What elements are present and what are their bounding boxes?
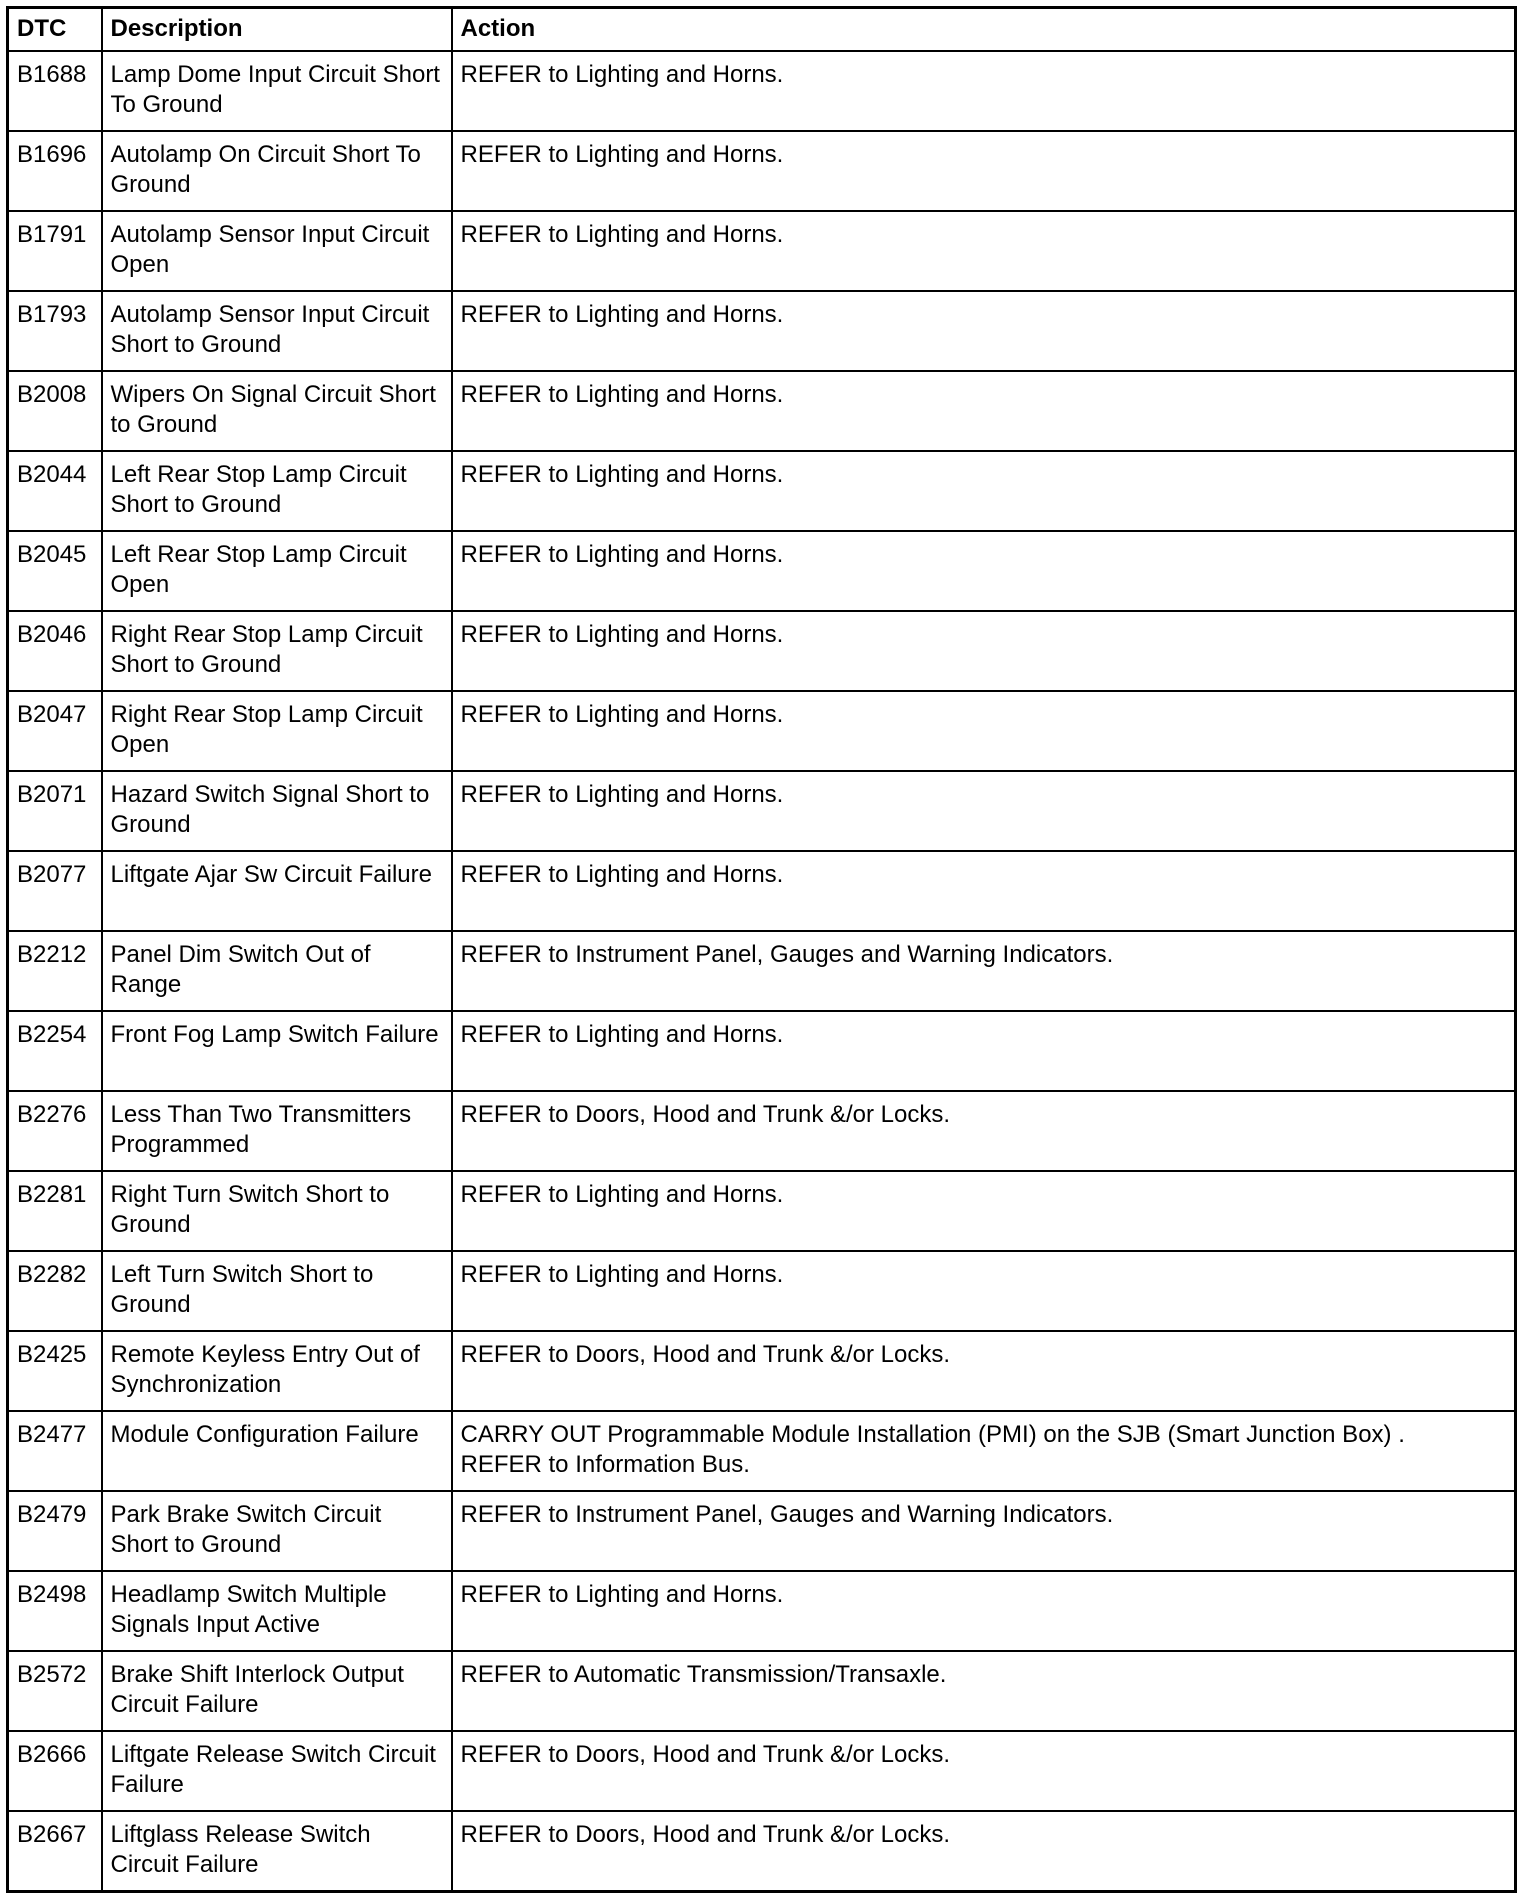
dtc-action bbox=[452, 1731, 1516, 1811]
dtc-description: Liftgate Ajar Sw Circuit Failure bbox=[102, 851, 452, 931]
dtc-description: Left Turn Switch Short to Ground bbox=[102, 1251, 452, 1331]
table-row bbox=[8, 1811, 1516, 1892]
table-row bbox=[8, 1411, 1516, 1491]
action-line: REFER to Instrument Panel, Gauges and Warning Indicators. bbox=[460, 941, 1114, 968]
table-row bbox=[8, 1491, 1516, 1571]
dtc-action bbox=[452, 211, 1516, 291]
action-line: REFER to Doors, Hood and Trunk &/or Locks. bbox=[460, 1741, 951, 1768]
dtc-action bbox=[452, 1011, 1516, 1091]
dtc-description: Liftglass Release Switch Circuit Failure bbox=[102, 1811, 452, 1892]
dtc-description: Autolamp On Circuit Short To Ground bbox=[102, 131, 452, 211]
dtc-action bbox=[452, 1251, 1516, 1331]
table-row bbox=[8, 1091, 1516, 1171]
dtc-description: Remote Keyless Entry Out of Synchronization bbox=[102, 1331, 452, 1411]
dtc-action bbox=[452, 1411, 1516, 1491]
table-row bbox=[8, 1011, 1516, 1091]
dtc-description: Lamp Dome Input Circuit Short To Ground bbox=[102, 51, 452, 131]
dtc-code: B2572 bbox=[8, 1651, 102, 1731]
table-row bbox=[8, 51, 1516, 131]
dtc-action bbox=[452, 1811, 1516, 1892]
dtc-code: B2477 bbox=[8, 1411, 102, 1491]
table-row bbox=[8, 771, 1516, 851]
action-line: REFER to Lighting and Horns. bbox=[460, 461, 784, 488]
dtc-action bbox=[452, 131, 1516, 211]
table-header bbox=[8, 8, 1516, 52]
table-row bbox=[8, 1571, 1516, 1651]
dtc-description: Autolamp Sensor Input Circuit Short to Ground bbox=[102, 291, 452, 371]
dtc-code: B2282 bbox=[8, 1251, 102, 1331]
dtc-action bbox=[452, 531, 1516, 611]
dtc-table bbox=[6, 6, 1517, 1893]
table-row bbox=[8, 851, 1516, 931]
dtc-action bbox=[452, 291, 1516, 371]
dtc-code: B2276 bbox=[8, 1091, 102, 1171]
dtc-description: Liftgate Release Switch Circuit Failure bbox=[102, 1731, 452, 1811]
table-body bbox=[8, 51, 1516, 1892]
dtc-code: B2425 bbox=[8, 1331, 102, 1411]
dtc-code: B1791 bbox=[8, 211, 102, 291]
header-row bbox=[8, 8, 1516, 52]
action-line: REFER to Instrument Panel, Gauges and Warning Indicators. bbox=[460, 1501, 1114, 1528]
action-line: REFER to Doors, Hood and Trunk &/or Locks. bbox=[460, 1341, 951, 1368]
dtc-code: B2044 bbox=[8, 451, 102, 531]
dtc-description: Headlamp Switch Multiple Signals Input Active bbox=[102, 1571, 452, 1651]
action-line: CARRY OUT Programmable Module Installation (PMI) on the SJB (Smart Junction Box) . bbox=[460, 1421, 1405, 1448]
dtc-action bbox=[452, 51, 1516, 131]
dtc-action bbox=[452, 1571, 1516, 1651]
dtc-code: B2047 bbox=[8, 691, 102, 771]
dtc-code: B2666 bbox=[8, 1731, 102, 1811]
action-line: REFER to Doors, Hood and Trunk &/or Locks. bbox=[460, 1101, 951, 1128]
table-row bbox=[8, 291, 1516, 371]
dtc-code: B1688 bbox=[8, 51, 102, 131]
dtc-description: Panel Dim Switch Out of Range bbox=[102, 931, 452, 1011]
table-row bbox=[8, 1171, 1516, 1251]
action-line: REFER to Automatic Transmission/Transaxle. bbox=[460, 1661, 947, 1688]
table-row bbox=[8, 371, 1516, 451]
dtc-description: Brake Shift Interlock Output Circuit Failure bbox=[102, 1651, 452, 1731]
dtc-description: Right Rear Stop Lamp Circuit Short to Ground bbox=[102, 611, 452, 691]
dtc-code: B2667 bbox=[8, 1811, 102, 1892]
dtc-action bbox=[452, 371, 1516, 451]
action-line: REFER to Lighting and Horns. bbox=[460, 221, 784, 248]
dtc-action bbox=[452, 1091, 1516, 1171]
dtc-description: Left Rear Stop Lamp Circuit Open bbox=[102, 531, 452, 611]
table-row bbox=[8, 1251, 1516, 1331]
action-line: REFER to Lighting and Horns. bbox=[460, 301, 784, 328]
dtc-code: B2281 bbox=[8, 1171, 102, 1251]
header-action: Action bbox=[452, 8, 1516, 52]
table-row bbox=[8, 931, 1516, 1011]
action-line: REFER to Lighting and Horns. bbox=[460, 541, 784, 568]
dtc-code: B1793 bbox=[8, 291, 102, 371]
action-line: REFER to Lighting and Horns. bbox=[460, 1581, 784, 1608]
dtc-action bbox=[452, 451, 1516, 531]
dtc-code: B2212 bbox=[8, 931, 102, 1011]
table-row bbox=[8, 691, 1516, 771]
header-dtc: DTC bbox=[8, 8, 102, 52]
dtc-code: B2479 bbox=[8, 1491, 102, 1571]
dtc-action bbox=[452, 851, 1516, 931]
action-line: REFER to Lighting and Horns. bbox=[460, 621, 784, 648]
dtc-description: Hazard Switch Signal Short to Ground bbox=[102, 771, 452, 851]
dtc-code: B2254 bbox=[8, 1011, 102, 1091]
dtc-description: Less Than Two Transmitters Programmed bbox=[102, 1091, 452, 1171]
dtc-code: B2498 bbox=[8, 1571, 102, 1651]
dtc-action bbox=[452, 611, 1516, 691]
table-row bbox=[8, 531, 1516, 611]
action-line: REFER to Lighting and Horns. bbox=[460, 701, 784, 728]
table-row bbox=[8, 131, 1516, 211]
action-line: REFER to Lighting and Horns. bbox=[460, 1261, 784, 1288]
table-row bbox=[8, 1331, 1516, 1411]
action-line: REFER to Lighting and Horns. bbox=[460, 381, 784, 408]
table-row bbox=[8, 211, 1516, 291]
table-row bbox=[8, 451, 1516, 531]
dtc-action bbox=[452, 1491, 1516, 1571]
table-row bbox=[8, 611, 1516, 691]
dtc-code: B2071 bbox=[8, 771, 102, 851]
dtc-code: B2008 bbox=[8, 371, 102, 451]
table-row bbox=[8, 1651, 1516, 1731]
action-line: REFER to Doors, Hood and Trunk &/or Locks. bbox=[460, 1821, 951, 1848]
action-line: REFER to Lighting and Horns. bbox=[460, 1021, 784, 1048]
dtc-description: Right Turn Switch Short to Ground bbox=[102, 1171, 452, 1251]
dtc-action bbox=[452, 1171, 1516, 1251]
dtc-action bbox=[452, 771, 1516, 851]
dtc-code: B1696 bbox=[8, 131, 102, 211]
action-line: REFER to Information Bus. bbox=[460, 1451, 750, 1478]
action-line: REFER to Lighting and Horns. bbox=[460, 61, 784, 88]
dtc-action bbox=[452, 1331, 1516, 1411]
dtc-code: B2045 bbox=[8, 531, 102, 611]
dtc-description: Park Brake Switch Circuit Short to Ground bbox=[102, 1491, 452, 1571]
dtc-description: Wipers On Signal Circuit Short to Ground bbox=[102, 371, 452, 451]
dtc-code: B2046 bbox=[8, 611, 102, 691]
dtc-description: Right Rear Stop Lamp Circuit Open bbox=[102, 691, 452, 771]
header-description: Description bbox=[102, 8, 452, 52]
action-line: REFER to Lighting and Horns. bbox=[460, 141, 784, 168]
dtc-description: Left Rear Stop Lamp Circuit Short to Ground bbox=[102, 451, 452, 531]
dtc-description: Module Configuration Failure bbox=[102, 1411, 452, 1491]
dtc-code: B2077 bbox=[8, 851, 102, 931]
dtc-action bbox=[452, 1651, 1516, 1731]
dtc-action bbox=[452, 691, 1516, 771]
table-row bbox=[8, 1731, 1516, 1811]
action-line: REFER to Lighting and Horns. bbox=[460, 861, 784, 888]
dtc-description: Front Fog Lamp Switch Failure bbox=[102, 1011, 452, 1091]
dtc-description: Autolamp Sensor Input Circuit Open bbox=[102, 211, 452, 291]
dtc-action bbox=[452, 931, 1516, 1011]
action-line: REFER to Lighting and Horns. bbox=[460, 781, 784, 808]
action-line: REFER to Lighting and Horns. bbox=[460, 1181, 784, 1208]
